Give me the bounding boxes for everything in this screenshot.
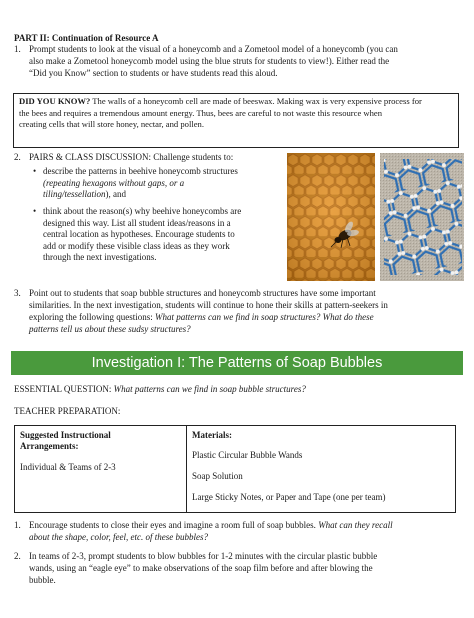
zometool-image: [380, 153, 464, 281]
bullet-dot: •: [33, 206, 37, 216]
table-divider: [186, 426, 187, 512]
step2-line3: bubble.: [29, 575, 56, 585]
item2-bullet2: [33, 206, 288, 264]
bullet2-line5: through the next investigations.: [43, 252, 157, 262]
bullet1-line1: describe the patterns in beehive honeycomb structures: [43, 166, 238, 176]
did-you-know-line2: the bees and requires a tremendous amount energy. Thus, bees are careful to not waste this resource when: [19, 107, 383, 118]
material-item: Plastic Circular Bubble Wands: [192, 450, 303, 460]
step2-number: 2.: [14, 551, 21, 561]
bullet-dot: •: [33, 166, 37, 176]
did-you-know-line3: creating cells that will store honey, nectar, and pollen.: [19, 119, 204, 129]
item3-number: 3.: [14, 288, 21, 298]
item3-line4: patterns tell us about these sudsy structures?: [29, 324, 191, 334]
essential-question-text: What patterns can we find in soap bubble structures?: [113, 384, 306, 394]
arrangements-value: Individual & Teams of 2-3: [20, 462, 116, 472]
teacher-preparation-heading: TEACHER PREPARATION:: [14, 406, 121, 416]
step1-line1-plain: Encourage students to close their eyes and imagine a room full of soap bubbles.: [29, 520, 319, 530]
honeycomb-photo: [287, 153, 375, 281]
item3-line3: [29, 312, 374, 324]
bullet2-line4: add or modify these visible class ideas as they work: [43, 240, 230, 251]
material-item: Soap Solution: [192, 471, 243, 481]
essential-question: [14, 384, 306, 396]
bullet2-line3: central location as hypotheses. Encourage students to: [43, 229, 235, 239]
part-title: PART II: Continuation of Resource A: [14, 33, 159, 43]
step2-line2: wands, using an “eagle eye” to make observations of the soap film before and after blowing the: [29, 563, 373, 573]
step1-line1-italic: What can they recall: [318, 520, 393, 530]
step1-number: 1.: [14, 520, 21, 530]
did-you-know-box: [13, 93, 459, 148]
bullet1-line3: [43, 189, 283, 201]
bullet2-line2: designed this way. List all student ideas/reasons in a: [43, 217, 231, 228]
arrangements-header-line2: Arrangements:: [20, 441, 79, 451]
step1-line1: [29, 520, 393, 532]
item2-number: 2.: [14, 152, 21, 162]
item1-line2: also make a Zometool honeycomb model using the blue struts for students to view!). Either read the: [29, 56, 390, 66]
item3-line2: similarities. In the next investigation, students will continue to hone their skills at pattern-seekers in: [29, 300, 388, 310]
did-you-know-label: DID YOU KNOW?: [19, 96, 91, 106]
item1-number: 1.: [14, 44, 21, 54]
item1-line1: Prompt students to look at the visual of a honeycomb and a Zometool model of a honeycomb (you can: [29, 44, 398, 54]
did-you-know-text1: The walls of a honeycomb cell are made of beeswax. Making wax is very expensive process for: [92, 96, 422, 106]
material-item: Large Sticky Notes, or Paper and Tape (one per team): [192, 492, 386, 502]
step2-line1: In teams of 2-3, prompt students to blow bubbles for 1-2 minutes with the circular plastic bubble: [29, 551, 378, 561]
bullet1-line3-italic: tiling/tessellation: [43, 189, 106, 199]
item2-heading: PAIRS & CLASS DISCUSSION: Challenge students to:: [29, 152, 234, 162]
did-you-know-line1: [19, 96, 453, 108]
preparation-table: [14, 425, 456, 513]
item1-line3: “Did you Know” section to students or have students read this aloud.: [29, 68, 278, 78]
zometool-model-photo: [380, 153, 464, 281]
bullet1-line3-tail: ), and: [105, 189, 126, 199]
bullet1-line2: (repeating hexagons without gaps, or a: [43, 177, 185, 188]
item3-line3-plain: exploring the following questions:: [29, 312, 155, 322]
investigation-banner: Investigation I: The Patterns of Soap Bubbles: [11, 351, 463, 375]
item3-line3-italic: What patterns can we find in soap structures? What do these: [155, 312, 374, 322]
arrangements-header-line1: Suggested Instructional: [20, 430, 111, 440]
honeycomb-image: [287, 153, 375, 281]
bullet2-line1: think about the reason(s) why beehive honeycombs are: [43, 206, 242, 216]
materials-header: Materials:: [192, 430, 232, 440]
item3-line1: Point out to students that soap bubble structures and honeycomb structures have some important: [29, 288, 376, 298]
item2-bullet1: [33, 166, 283, 201]
essential-question-label: ESSENTIAL QUESTION:: [14, 384, 114, 394]
step1-line2: about the shape, color, feel, etc. of these bubbles?: [29, 532, 208, 542]
